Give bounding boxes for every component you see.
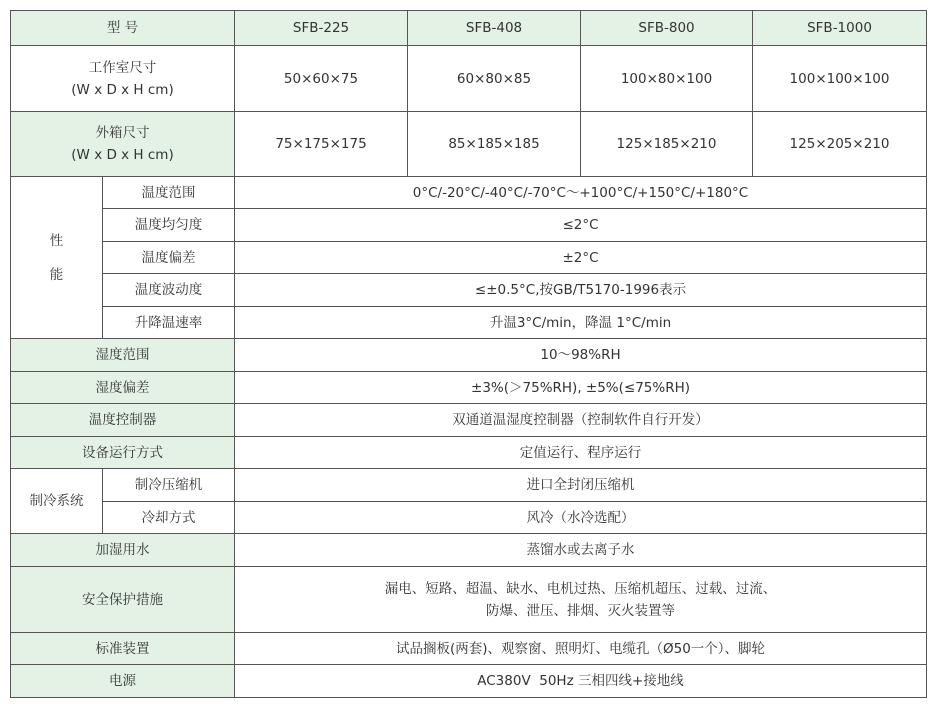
unit-text: (W x D x H cm) [71,81,174,98]
cell: 60×80×85 [408,46,581,112]
power-row [11,665,927,698]
cell: 100×80×100 [581,46,753,112]
label: 湿度偏差 [11,372,235,404]
sub-label: 制冷压缩机 [103,469,235,502]
label: 湿度范围 [11,339,235,372]
value: ±3%(＞75%RH), ±5%(≤75%RH) [235,372,927,404]
performance-row [11,177,927,209]
value: 0°C/-20°C/-40°C/-70°C～+100°C/+150°C/+180°C [235,177,927,209]
value: 进口全封闭压缩机 [235,469,927,502]
controller-row [11,404,927,437]
model-sfb-800: SFB-800 [581,11,753,46]
cell: 85×185×185 [408,112,581,177]
label-text: 能 [49,266,64,283]
standard-equipment-row [11,633,927,665]
outer-size-row [11,112,927,177]
value: ≤±0.5°C,按GB/T5170-1996表示 [235,274,927,307]
sub-label: 温度偏差 [103,242,235,274]
cell: 100×100×100 [753,46,927,112]
performance-row [11,307,927,339]
sub-label: 升降温速率 [103,307,235,339]
model-sfb-225: SFB-225 [235,11,408,46]
value: 风冷（水冷选配） [235,502,927,534]
label: 标准装置 [11,633,235,665]
value: 升温3°C/min，降温 1°C/min [235,307,927,339]
operation-mode-row [11,437,927,469]
value: 试品搁板(两套)、观察窗、照明灯、电缆孔（Ø50一个）、脚轮 [235,633,927,665]
chamber-size-row [11,46,927,112]
cell: 125×205×210 [753,112,927,177]
humidity-range-row [11,339,927,372]
value: ≤2°C [235,209,927,242]
safety-row [11,567,927,633]
value: 双通道温湿度控制器（控制软件自行开发） [235,404,927,437]
model-label: 型 号 [11,11,235,46]
label: 电源 [11,665,235,698]
refrigeration-row [11,469,927,502]
header-row [11,11,927,46]
value: ±2°C [235,242,927,274]
humidity-deviation-row [11,372,927,404]
performance-label [11,177,103,339]
cell: 75×175×175 [235,112,408,177]
label: 安全保护措施 [11,567,235,633]
chamber-size-label [11,46,235,112]
performance-row [11,242,927,274]
sub-label: 温度波动度 [103,274,235,307]
unit-text: (W x D x H cm) [71,147,174,163]
performance-row [11,274,927,307]
value: 10～98%RH [235,339,927,372]
label: 温度控制器 [11,404,235,437]
model-sfb-408: SFB-408 [408,11,581,46]
refrigeration-label: 制冷系统 [11,469,103,534]
value [235,567,927,633]
performance-row [11,209,927,242]
sub-label: 温度范围 [103,177,235,209]
value: 定值运行、程序运行 [235,437,927,469]
value-line: 防爆、泄压、排烟、灭火装置等 [486,602,676,619]
humidifying-water-row [11,534,927,567]
value: 蒸馏水或去离子水 [235,534,927,567]
sub-label: 温度均匀度 [103,209,235,242]
label: 加湿用水 [11,534,235,567]
cell: 50×60×75 [235,46,408,112]
label: 设备运行方式 [11,437,235,469]
outer-size-label [11,112,235,177]
label-text: 工作室尺寸 [88,59,157,76]
label-text: 性 [49,232,64,249]
sub-label: 冷却方式 [103,502,235,534]
refrigeration-row [11,502,927,534]
model-sfb-1000: SFB-1000 [753,11,927,46]
value-line: 漏电、短路、超温、缺水、电机过热、压缩机超压、过载、过流、 [384,580,777,597]
label-text: 外箱尺寸 [95,125,150,141]
spec-table [10,10,927,698]
cell: 125×185×210 [581,112,753,177]
value: AC380V 50Hz 三相四线+接地线 [235,665,927,698]
